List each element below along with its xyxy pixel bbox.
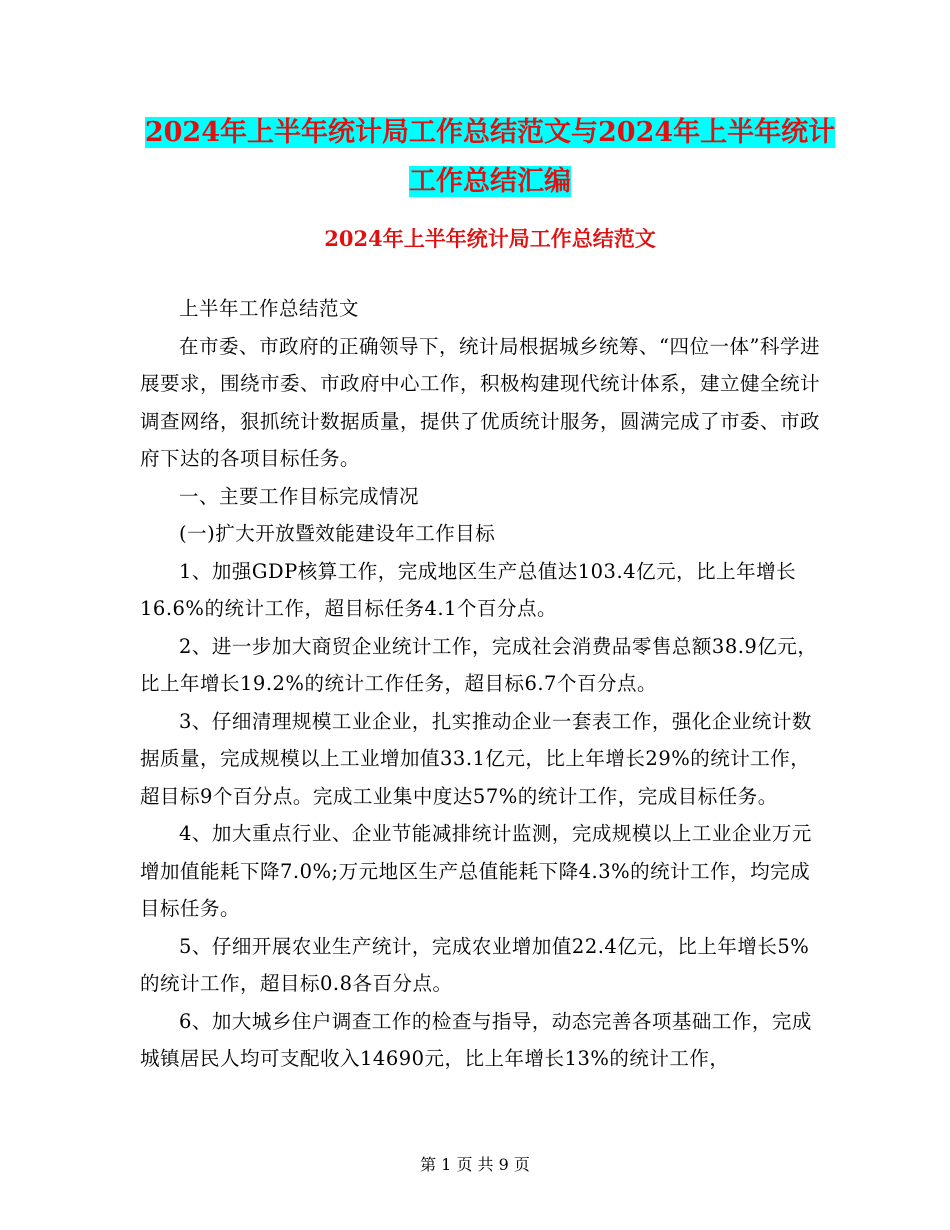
paragraph: 一、主要工作目标完成情况 [179, 484, 420, 508]
paragraph: 6、加大城乡住户调查工作的检查与指导，动态完善各项基础工作，完成城镇居民人均可支配收入14690元，比上年增长13%的统计工作， [140, 1009, 812, 1070]
paragraph: 在市委、市政府的正确领导下，统计局根据城乡统筹、“四位一体”科学进展要求，围绕市委、市政府中心工作，积极构建现代统计体系，建立健全统计调查网络，狠抓统计数据质量，提供了优质统计服务，圆满完成了市委、市政府下达的各项目标任务。 [140, 334, 821, 470]
paragraph: 3、仔细清理规模工业企业，扎实推动企业一套表工作，强化企业统计数据质量，完成规模以上工业增加值33.1亿元，比上年增长29%的统计工作，超目标9个百分点。完成工业集中度达57%的统计工作，完成目标任务。 [140, 709, 812, 808]
page-footer: 第 1 页 共 9 页 [420, 1155, 530, 1174]
document-title: 2024年上半年统计局工作总结范文与2024年上半年统计工作总结汇编 [144, 117, 836, 197]
paragraph: 上半年工作总结范文 [179, 297, 360, 320]
paragraph: 4、加大重点行业、企业节能减排统计监测，完成规模以上工业企业万元增加值能耗下降7.0%;万元地区生产总值能耗下降4.3%的统计工作，均完成目标任务。 [140, 822, 812, 920]
paragraph: 1、加强GDP核算工作，完成地区生产总值达103.4亿元，比上年增长16.6%的统计工作，超目标任务4.1个百分点。 [140, 559, 797, 620]
document-subtitle: 2024年上半年统计局工作总结范文 [324, 226, 656, 251]
document-body [140, 290, 820, 1078]
paragraph: 5、仔细开展农业生产统计，完成农业增加值22.4亿元，比上年增长5%的统计工作，超目标0.8各百分点。 [140, 934, 810, 995]
paragraph: (一)扩大开放暨效能建设年工作目标 [179, 522, 496, 545]
paragraph: 2、进一步加大商贸企业统计工作，完成社会消费品零售总额38.9亿元，比上年增长19.2%的统计工作任务，超目标6.7个百分点。 [140, 634, 818, 695]
